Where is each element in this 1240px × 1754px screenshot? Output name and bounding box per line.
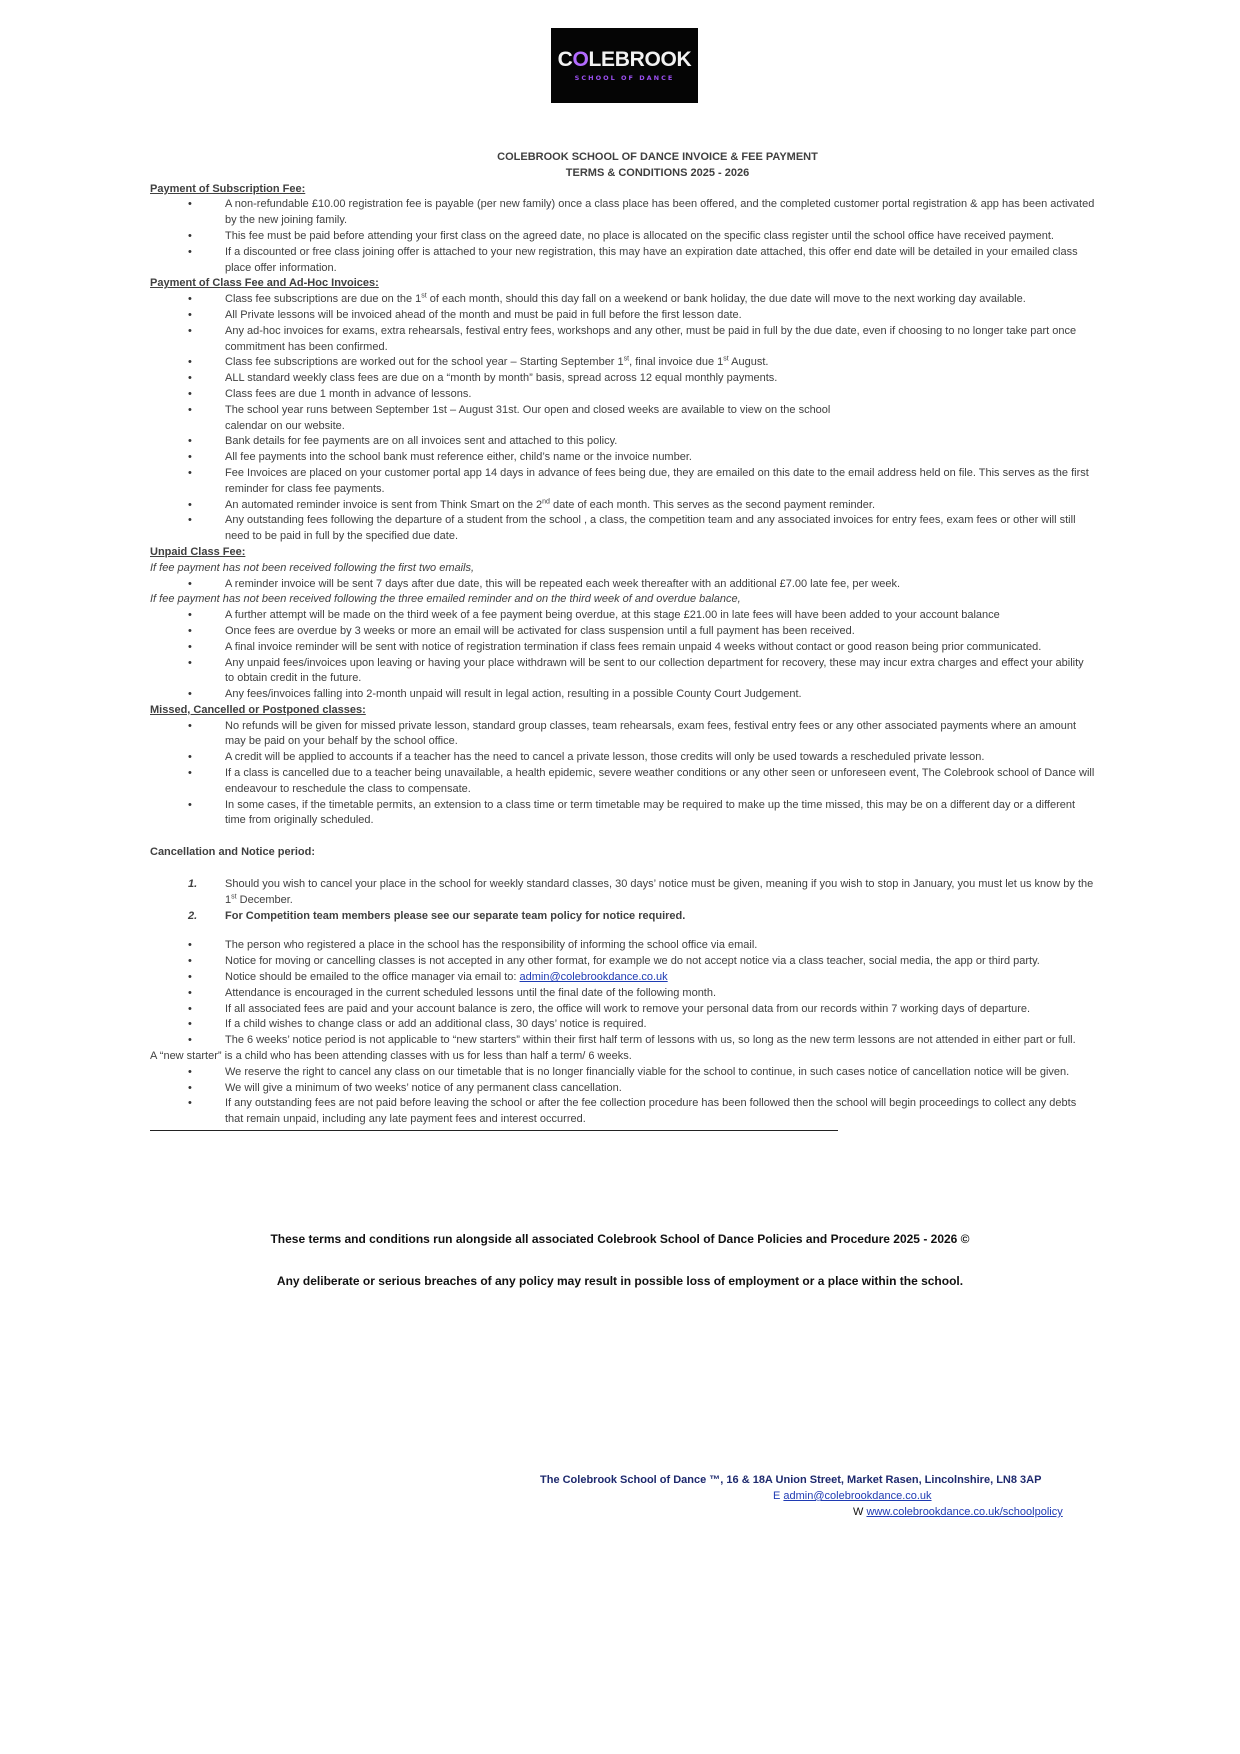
list-item: • Fee Invoices are placed on your customer portal app 14 days in advance of fees being due, they are emailed on this date to the email address held on file. This serves as the first reminder for class fee payments. <box>150 466 1095 498</box>
list-item: • We reserve the right to cancel any class on our timetable that is no longer financially viable for the school to continue, in such cases notice of cancellation notice will be given. <box>150 1065 1095 1081</box>
list-item: • No refunds will be given for missed private lesson, standard group classes, team rehearsals, exam fees, festival entry fees or any other associated payments where an amount may be paid on your behalf by the school office. <box>150 719 1095 751</box>
office-email-link[interactable]: admin@colebrookdance.co.uk <box>519 971 668 984</box>
logo-subtitle: SCHOOL OF DANCE <box>574 74 675 82</box>
list-item: • Attendance is encouraged in the current scheduled lessons until the final date of the following month. <box>150 986 1095 1002</box>
list-item: • Class fee subscriptions are worked out for the school year – Starting September 1st, final invoice due 1st August. <box>150 355 1095 371</box>
list-item: • A final invoice reminder will be sent with notice of registration termination if class fees remain unpaid 4 weeks without contact or good reason being prior communicated. <box>150 640 1095 656</box>
list-item: • Once fees are overdue by 3 weeks or more an email will be activated for class suspension until a full payment has been received. <box>150 624 1095 640</box>
colebrook-logo <box>551 28 698 103</box>
list-item: 2. For Competition team members please see our separate team policy for notice required. <box>188 909 686 922</box>
list-item: • This fee must be paid before attending your first class on the agreed date, no place is allocated on the specific class register until the school office have received payment. <box>150 229 1095 245</box>
subscription-heading: Payment of Subscription Fee: <box>150 182 306 195</box>
list-item: • An automated reminder invoice is sent from Think Smart on the 2nd date of each month. This serves as the second payment reminder. <box>150 498 1095 514</box>
subscription-list <box>150 197 1095 276</box>
list-item: • Class fees are due 1 month in advance of lessons. <box>150 387 1095 403</box>
footer-email-line: E admin@colebrookdance.co.uk <box>773 1490 932 1502</box>
list-item: • If a discounted or free class joining offer is attached to your new registration, this may have an expiration date attached, this offer end date will be detailed in your emailed class place offer information. <box>150 245 1095 277</box>
list-item: • Bank details for fee payments are on all invoices sent and attached to this policy. <box>150 434 1095 450</box>
list-item: • We will give a minimum of two weeks’ notice of any permanent class cancellation. <box>150 1081 1095 1097</box>
list-item: • Any unpaid fees/invoices upon leaving or having your place withdrawn will be sent to our collection department for recovery, these may incur extra charges and effect your ability to obtain credit in the future. <box>150 656 1095 688</box>
school-address: The Colebrook School of Dance ™, 16 & 18A Union Street, Market Rasen, Lincolnshire, LN8 3AP <box>540 1474 1042 1486</box>
missed-list <box>150 719 1095 830</box>
list-item: • ALL standard weekly class fees are due on a “month by month” basis, spread across 12 equal monthly payments. <box>150 371 1095 387</box>
unpaid-list-2 <box>150 608 1095 703</box>
doc-title-line1: COLEBROOK SCHOOL OF DANCE INVOICE & FEE PAYMENT <box>497 151 818 163</box>
list-item: • Notice for moving or cancelling classes is not accepted in any other format, for example we do not accept notice via a class teacher, social media, the app or third party. <box>150 954 1095 970</box>
class-fee-heading: Payment of Class Fee and Ad-Hoc Invoices: <box>150 277 379 290</box>
list-item: • All fee payments into the school bank must reference either, child’s name or the invoice number. <box>150 450 1095 466</box>
divider-rule <box>150 1130 838 1131</box>
class-fee-list <box>150 292 1095 545</box>
list-item: 1. Should you wish to cancel your place in the school for weekly standard classes, 30 days’ notice must be given, meaning if you wish to stop in January, you must let us know by the 1st December. <box>188 878 1094 906</box>
list-item: • The person who registered a place in the school has the responsibility of informing the school office via email. <box>150 938 1095 954</box>
footer-breach-note: Any deliberate or serious breaches of any policy may result in possible loss of employment or a place within the school. <box>276 1274 964 1288</box>
cancellation-list-2 <box>150 1065 1095 1128</box>
list-item: • If any outstanding fees are not paid before leaving the school or after the fee collection procedure has been followed then the school will begin proceedings to collect any debts that remain unpaid, including any late payment fees and interest occurred. <box>150 1096 1095 1128</box>
list-item: • All Private lessons will be invoiced ahead of the month and must be paid in full before the first lesson date. <box>150 308 1095 324</box>
footer-web-line: W www.colebrookdance.co.uk/schoolpolicy <box>853 1506 1063 1518</box>
list-item: • A credit will be applied to accounts if a teacher has the need to cancel a private lesson, those credits will only be used towards a rescheduled private lesson. <box>150 750 1095 766</box>
list-item: • A non-refundable £10.00 registration fee is payable (per new family) once a class place has been offered, and the completed customer portal registration & app has been activated by the new joining family. <box>150 197 1095 229</box>
logo-wordmark: COLEBROOK <box>557 48 692 71</box>
list-item: • Any fees/invoices falling into 2-month unpaid will result in legal action, resulting in a possible County Court Judgement. <box>150 687 1095 703</box>
cancellation-numbered-list <box>150 877 1095 924</box>
list-item: • In some cases, if the timetable permits, an extension to a class time or term timetable may be required to make up the time missed, this may be on a different day or a different time from originally scheduled. <box>150 798 1095 830</box>
list-item: • If all associated fees are paid and your account balance is zero, the office will work to remove your personal data from our records within 7 working days of departure. <box>150 1002 1095 1018</box>
list-item: • Notice should be emailed to the office manager via email to: admin@colebrookdance.co.uk <box>150 970 1095 986</box>
cancellation-heading: Cancellation and Notice period: <box>150 846 316 859</box>
footer-web-link[interactable]: www.colebrookdance.co.uk/schoolpolicy <box>866 1506 1063 1518</box>
unpaid-heading: Unpaid Class Fee: <box>150 545 246 558</box>
footer-email-link[interactable]: admin@colebrookdance.co.uk <box>783 1490 932 1502</box>
unpaid-list-1 <box>150 577 1095 593</box>
footer-policy-note: These terms and conditions run alongside all associated Colebrook School of Dance Policies and Procedure 2025 - 2026 © <box>270 1232 970 1246</box>
doc-title-line2: TERMS & CONDITIONS 2025 - 2026 <box>565 166 750 179</box>
terms-content <box>150 150 1095 1131</box>
new-starter-definition: A “new starter” is a child who has been attending classes with us for less than half a term/ 6 weeks. <box>150 1050 632 1063</box>
list-item: • A reminder invoice will be sent 7 days after due date, this will be repeated each week thereafter with an additional £7.00 late fee, per week. <box>150 577 1095 593</box>
list-item: • If a child wishes to change class or add an additional class, 30 days’ notice is required. <box>150 1017 1095 1033</box>
cancellation-list <box>150 938 1095 1049</box>
list-item: • The 6 weeks’ notice period is not applicable to “new starters” within their first half term of lessons with us, so long as the new term lessons are not attended in either part or full. <box>150 1033 1095 1049</box>
missed-heading: Missed, Cancelled or Postponed classes: <box>150 703 366 716</box>
list-item: • A further attempt will be made on the third week of a fee payment being overdue, at this stage £21.00 in late fees will have been added to your account balance <box>150 608 1095 624</box>
unpaid-note-1: If fee payment has not been received following the first two emails, <box>150 561 475 574</box>
list-item: • If a class is cancelled due to a teacher being unavailable, a health epidemic, severe weather conditions or any other seen or unforeseen event, The Colebrook school of Dance will endeavour to reschedule the class to compensate. <box>150 766 1095 798</box>
list-item: • The school year runs between September 1st – August 31st. Our open and closed weeks are available to view on the school calendar on our website. <box>150 403 1095 435</box>
list-item: • Class fee subscriptions are due on the 1st of each month, should this day fall on a weekend or bank holiday, the due date will move to the next working day available. <box>150 292 1095 308</box>
unpaid-note-2: If fee payment has not been received following the three emailed reminder and on the third week of and overdue balance, <box>150 593 741 606</box>
list-item: • Any ad-hoc invoices for exams, extra rehearsals, festival entry fees, workshops and any other, must be paid in full by the due date, even if choosing to no longer take part once commitment has been confirmed. <box>150 324 1095 356</box>
list-item: • Any outstanding fees following the departure of a student from the school , a class, the competition team and any associated invoices for entry fees, exam fees or other will still need to be paid in full by the specified due date. <box>150 513 1095 545</box>
